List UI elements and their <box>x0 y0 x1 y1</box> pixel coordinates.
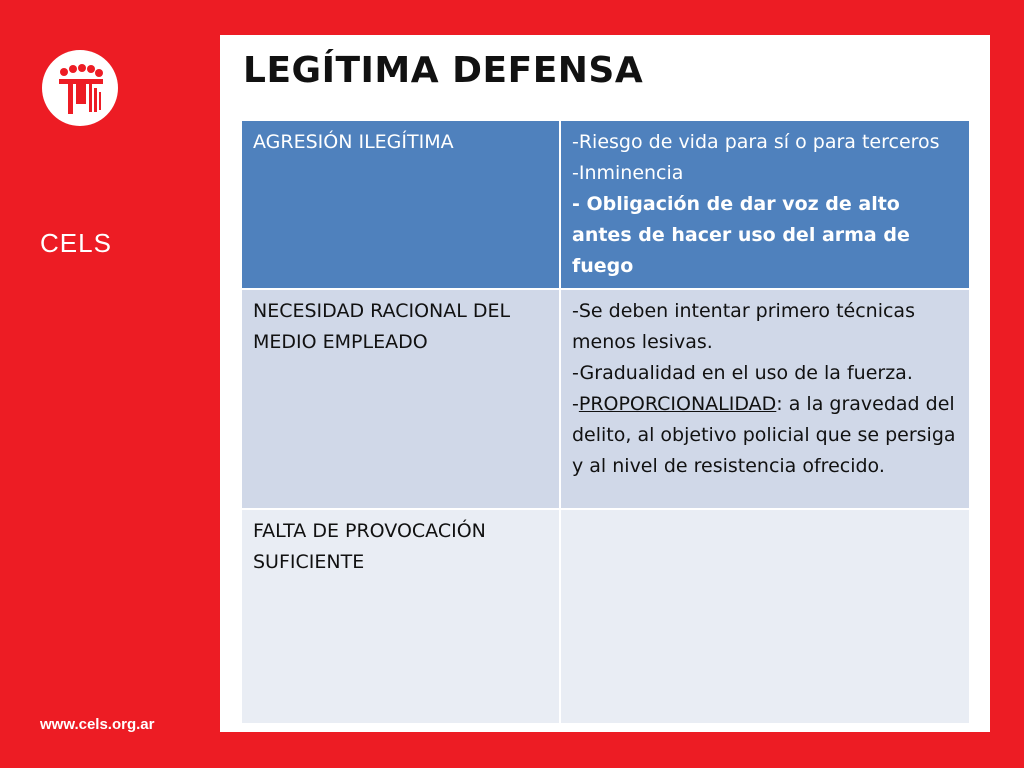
detail-line: - Obligación de dar voz de alto antes de hacer uso del arma de fuego <box>572 193 910 277</box>
detail-line: -Se deben intentar primero técnicas menos lesivas. <box>572 300 915 353</box>
slide-title: LEGÍTIMA DEFENSA <box>243 50 644 91</box>
cels-logo-icon <box>42 50 118 126</box>
details-cell <box>560 509 970 724</box>
table-row <box>241 120 970 289</box>
table-row <box>241 289 970 509</box>
detail-prefix: - <box>572 393 579 415</box>
details-cell <box>560 289 970 509</box>
detail-rest: : a la gravedad del delito, al objetivo policial que se persiga y al nivel de resistencia ofrecido. <box>572 393 956 477</box>
criterion-cell <box>241 120 560 289</box>
table-row <box>241 509 970 724</box>
brand-name: CELS <box>40 228 112 258</box>
criterion-label: NECESIDAD RACIONAL DEL MEDIO EMPLEADO <box>253 300 511 353</box>
detail-line: -Riesgo de vida para sí o para terceros <box>572 131 940 153</box>
proporcionalidad-term: PROPORCIONALIDAD <box>578 393 777 415</box>
detail-line: -Inminencia <box>572 162 684 184</box>
criterion-label: AGRESIÓN ILEGÍTIMA <box>253 131 454 153</box>
criterion-cell <box>241 289 560 509</box>
details-cell <box>560 120 970 289</box>
detail-line: -Gradualidad en el uso de la fuerza. <box>572 362 913 384</box>
detail-line <box>572 389 958 482</box>
website-url[interactable]: www.cels.org.ar <box>40 716 155 733</box>
criterion-cell <box>241 509 560 724</box>
criterion-label: FALTA DE PROVOCACIÓN SUFICIENTE <box>253 520 486 573</box>
legal-criteria-table <box>240 119 971 725</box>
